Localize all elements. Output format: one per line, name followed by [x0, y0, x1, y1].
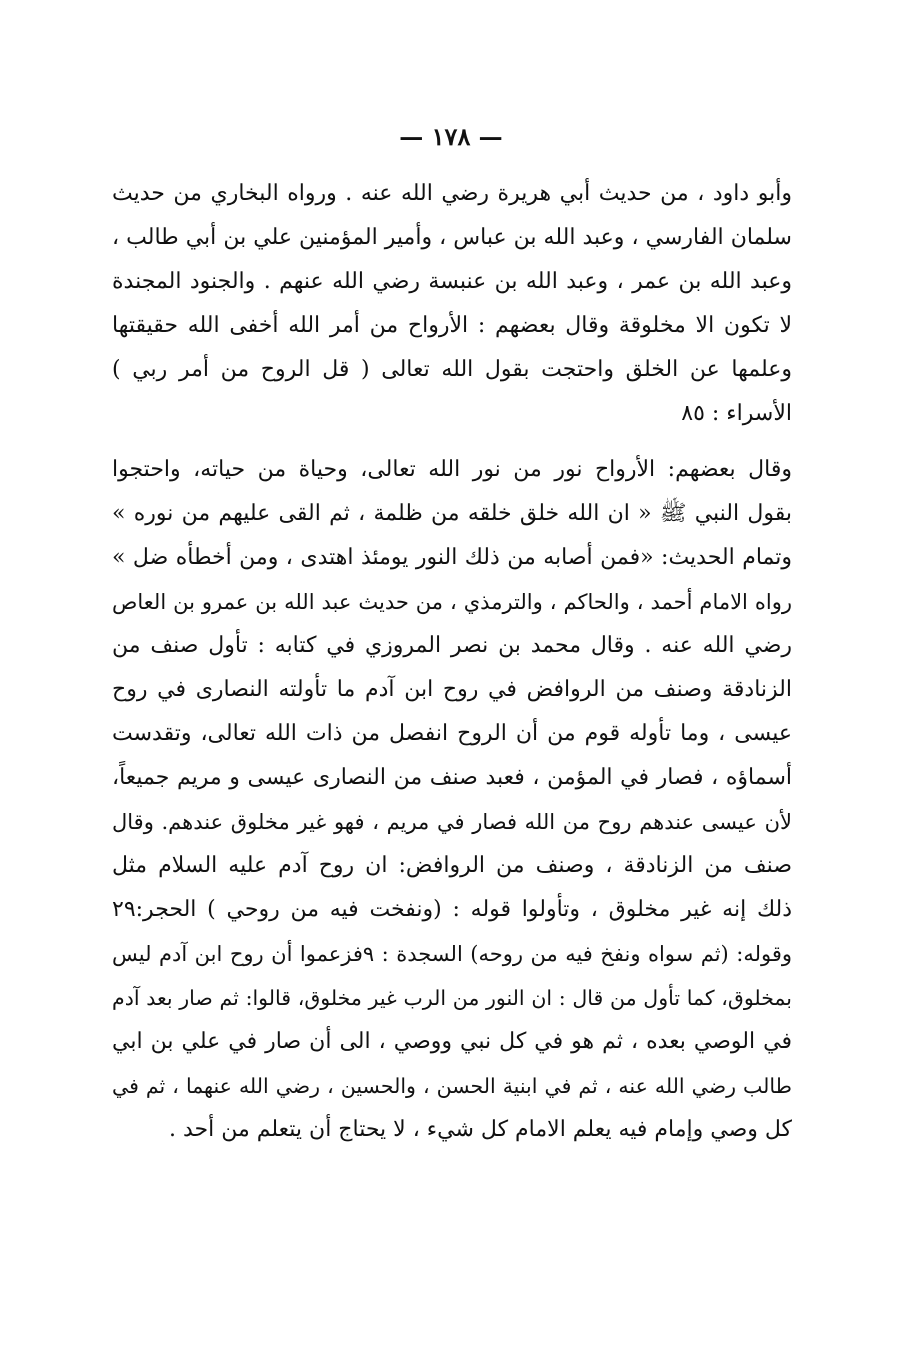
text-line: لأن عيسى عندهم روح من الله فصار في مريم ، فهو غير مخلوق عندهم. وقال	[112, 810, 792, 834]
text-line: الأسراء : ٨٥	[681, 401, 792, 426]
text-line: رضي الله عنه . وقال محمد بن نصر المروزي في كتابه : تأول صنف من	[112, 633, 792, 658]
text-line: صنف من الزنادقة ، وصنف من الروافض: ان روح آدم عليه السلام مثل	[112, 853, 792, 878]
text-line: الزنادقة وصنف من الروافض في روح ابن آدم ما تأولته النصارى في روح	[112, 677, 792, 702]
text-line: أسماؤه ، فصار في المؤمن ، فعبد صنف من النصارى عيسى و مريم جميعاً،	[112, 765, 792, 790]
text-line: ذلك إنه غير مخلوق ، وتأولوا قوله : (ونفخت فيه من روحي ) الحجر:٢٩	[112, 897, 792, 922]
text-line: وعبد الله بن عمر ، وعبد الله بن عنبسة رضي الله عنهم . والجنود المجندة	[112, 269, 792, 294]
paragraph-2	[112, 448, 792, 1152]
paragraph-1	[112, 172, 792, 436]
text-line: وتمام الحديث: «فمن أصابه من ذلك النور يومئذ اهتدى ، ومن أخطأه ضل »	[112, 545, 792, 570]
page-number: — ١٧٨ —	[399, 122, 503, 151]
text-line: بمخلوق، كما تأول من قال : ان النور من الرب غير مخلوق، قالوا: ثم صار بعد آدم	[112, 986, 792, 1010]
text-line: طالب رضي الله عنه ، ثم في ابنية الحسن ، والحسين ، رضي الله عنهما ، ثم في	[112, 1074, 792, 1098]
paragraph-gap	[112, 436, 792, 448]
text-line: بقول النبي ﷺ « ان الله خلق خلقه من ظلمة ، ثم القى عليهم من نوره »	[112, 501, 792, 526]
text-line: وعلمها عن الخلق واحتجت بقول الله تعالى ( قل الروح من أمر ربي )	[112, 357, 792, 382]
text-line: سلمان الفارسي ، وعبد الله بن عباس ، وأمير المؤمنين علي بن أبي طالب ،	[112, 225, 792, 250]
text-line: وقال بعضهم: الأرواح نور من نور الله تعالى، وحياة من حياته، واحتجوا	[112, 457, 792, 482]
text-line: وأبو داود ، من حديث أبي هريرة رضي الله عنه . ورواه البخاري من حديث	[112, 181, 792, 206]
text-line: في الوصي بعده ، ثم هو في كل نبي ووصي ، الى أن صار في علي بن ابي	[112, 1029, 792, 1054]
text-line: رواه الامام أحمد ، والحاكم ، والترمذي ، من حديث عبد الله بن عمرو بن العاص	[112, 590, 792, 614]
text-line: عيسى ، وما تأوله قوم من أن الروح انفصل من ذات الله تعالى، وتقدست	[112, 721, 792, 746]
text-line: وقوله: (ثم سواه ونفخ فيه من روحه) السجدة : ٩فزعموا أن روح ابن آدم ليس	[112, 942, 792, 966]
body-text	[112, 172, 792, 1152]
text-line: كل وصي وإمام فيه يعلم الامام كل شيء ، لا يحتاج أن يتعلم من أحد .	[168, 1117, 792, 1142]
text-line: لا تكون الا مخلوقة وقال بعضهم : الأرواح من أمر الله أخفى الله حقيقتها	[112, 313, 792, 338]
